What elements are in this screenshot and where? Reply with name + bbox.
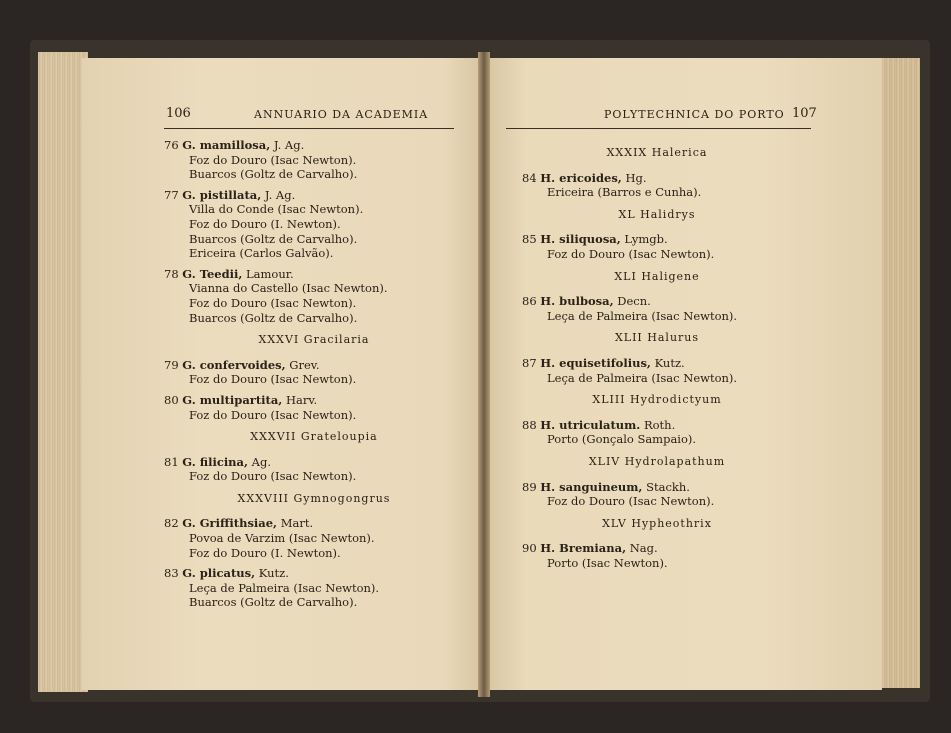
entry-heading bbox=[522, 294, 792, 309]
species-entry bbox=[164, 267, 464, 325]
species-author: J. Ag. bbox=[264, 187, 296, 202]
species-author: Mart. bbox=[280, 516, 314, 531]
entry-number: 81 bbox=[164, 454, 179, 469]
species-name: G. multipartita, bbox=[182, 392, 283, 407]
page-number: 106 bbox=[166, 106, 191, 121]
locality: Foz do Douro (Isac Newton). bbox=[547, 246, 715, 261]
species-entry bbox=[164, 358, 464, 387]
entry-list bbox=[164, 138, 464, 616]
species-entry bbox=[522, 541, 792, 570]
species-name: G. confervoides, bbox=[182, 357, 286, 372]
running-head: ANNUARIO DA ACADEMIA bbox=[254, 108, 429, 121]
species-entry bbox=[522, 232, 792, 261]
species-name: H. utriculatum. bbox=[540, 417, 641, 432]
entry-heading bbox=[522, 232, 792, 247]
locality: Buarcos (Goltz de Carvalho). bbox=[189, 310, 358, 325]
page-number: 107 bbox=[792, 106, 817, 121]
species-author: J. Ag. bbox=[273, 138, 305, 152]
species-entry bbox=[164, 566, 464, 610]
header-rule bbox=[164, 128, 454, 129]
species-entry bbox=[164, 138, 464, 182]
locality: Buarcos (Goltz de Carvalho). bbox=[189, 595, 358, 610]
locality: Buarcos (Goltz de Carvalho). bbox=[189, 167, 358, 182]
species-name: G. Teedii, bbox=[182, 266, 243, 281]
entry-number: 78 bbox=[164, 266, 179, 281]
species-author: Harv. bbox=[285, 392, 318, 407]
locality: Ericeira (Barros e Cunha). bbox=[547, 185, 702, 200]
entry-heading bbox=[164, 393, 464, 408]
section-heading: XLIV Hydrolapathum bbox=[588, 454, 726, 468]
species-entry bbox=[522, 171, 792, 200]
species-author: Lamour. bbox=[246, 266, 294, 281]
species-author: Kutz. bbox=[654, 355, 685, 370]
species-author: Hg. bbox=[625, 170, 647, 185]
species-entry bbox=[164, 455, 464, 484]
entry-heading bbox=[164, 138, 464, 153]
section-heading: XXXVI Gracilaria bbox=[258, 333, 370, 347]
entry-number: 85 bbox=[522, 232, 537, 247]
entry-heading bbox=[522, 418, 792, 433]
left-page bbox=[82, 58, 484, 690]
species-author: Roth. bbox=[643, 417, 676, 432]
locality: Buarcos (Goltz de Carvalho). bbox=[189, 231, 358, 246]
species-author: Lymgb. bbox=[624, 232, 668, 247]
locality: Foz do Douro (I. Newton). bbox=[189, 216, 341, 231]
locality: Ericeira (Carlos Galvão). bbox=[189, 246, 334, 261]
entry-heading bbox=[164, 267, 464, 282]
species-author: Grev. bbox=[289, 357, 320, 372]
right-page bbox=[486, 58, 882, 690]
species-name: G. pistillata, bbox=[182, 187, 262, 202]
section-heading: XXXVII Grateloupia bbox=[250, 430, 378, 444]
species-name: G. mamillosa, bbox=[182, 138, 271, 152]
entry-list bbox=[522, 138, 792, 576]
entry-heading bbox=[522, 480, 792, 495]
page-edges-left bbox=[38, 52, 88, 692]
entry-number: 90 bbox=[522, 541, 537, 556]
section-heading: XLIII Hydrodictyum bbox=[592, 393, 722, 407]
locality: Leça de Palmeira (Isac Newton). bbox=[547, 308, 738, 323]
entry-number: 77 bbox=[164, 187, 179, 202]
locality: Vianna do Castello (Isac Newton). bbox=[189, 281, 388, 296]
locality: Foz do Douro (Isac Newton). bbox=[189, 372, 357, 387]
species-entry bbox=[164, 516, 464, 560]
species-entry bbox=[164, 188, 464, 261]
locality: Leça de Palmeira (Isac Newton). bbox=[189, 580, 380, 595]
species-entry bbox=[164, 393, 464, 422]
species-name: H. Bremiana, bbox=[540, 541, 627, 556]
entry-heading bbox=[164, 358, 464, 373]
locality: Villa do Conde (Isac Newton). bbox=[189, 202, 364, 217]
entry-number: 80 bbox=[164, 392, 179, 407]
entry-heading bbox=[522, 171, 792, 186]
entry-number: 86 bbox=[522, 294, 537, 309]
entry-heading bbox=[522, 541, 792, 556]
locality: Foz do Douro (Isac Newton). bbox=[189, 469, 357, 484]
entry-heading bbox=[522, 356, 792, 371]
species-author: Stackh. bbox=[646, 479, 690, 494]
species-entry bbox=[522, 418, 792, 447]
entry-heading bbox=[164, 516, 464, 531]
section-heading: XXXVIII Gymnogongrus bbox=[237, 491, 391, 505]
entry-number: 84 bbox=[522, 170, 537, 185]
entry-heading bbox=[164, 188, 464, 203]
book-spine bbox=[478, 52, 490, 697]
entry-number: 89 bbox=[522, 479, 537, 494]
locality: Foz do Douro (Isac Newton). bbox=[189, 407, 357, 422]
entry-number: 87 bbox=[522, 355, 537, 370]
species-name: G. filicina, bbox=[182, 454, 249, 469]
section-heading: XL Halidrys bbox=[618, 207, 696, 221]
locality: Leça de Palmeira (Isac Newton). bbox=[547, 370, 738, 385]
species-name: H. bulbosa, bbox=[540, 294, 614, 309]
species-name: G. plicatus, bbox=[182, 566, 256, 581]
locality: Foz do Douro (I. Newton). bbox=[189, 545, 341, 560]
species-name: H. equisetifolius, bbox=[540, 355, 651, 370]
section-heading: XLV Hypheothrix bbox=[602, 516, 712, 530]
entry-number: 76 bbox=[164, 138, 179, 152]
locality: Foz do Douro (Isac Newton). bbox=[547, 494, 715, 509]
section-heading: XLI Haligene bbox=[614, 269, 700, 283]
species-entry bbox=[522, 294, 792, 323]
species-name: G. Griffithsiae, bbox=[182, 516, 278, 531]
species-author: Kutz. bbox=[258, 566, 289, 581]
locality: Foz do Douro (Isac Newton). bbox=[189, 295, 357, 310]
locality: Foz do Douro (Isac Newton). bbox=[189, 152, 357, 167]
species-entry bbox=[522, 356, 792, 385]
species-author: Ag. bbox=[251, 454, 271, 469]
entry-number: 88 bbox=[522, 417, 537, 432]
species-name: H. sanguineum, bbox=[540, 479, 643, 494]
entry-number: 82 bbox=[164, 516, 179, 531]
page-edges-right bbox=[880, 58, 920, 688]
locality: Povoa de Varzim (Isac Newton). bbox=[189, 531, 375, 546]
header-rule bbox=[506, 128, 811, 129]
species-name: H. siliquosa, bbox=[540, 232, 621, 247]
locality: Porto (Gonçalo Sampaio). bbox=[547, 432, 697, 447]
entry-number: 83 bbox=[164, 566, 179, 581]
species-name: H. ericoides, bbox=[540, 170, 622, 185]
species-author: Decn. bbox=[617, 294, 651, 309]
running-head: POLYTECHNICA DO PORTO bbox=[604, 108, 785, 121]
species-author: Nag. bbox=[629, 541, 658, 556]
entry-number: 79 bbox=[164, 357, 179, 372]
species-entry bbox=[522, 480, 792, 509]
locality: Porto (Isac Newton). bbox=[547, 555, 668, 570]
entry-heading bbox=[164, 455, 464, 470]
section-heading: XXXIX Halerica bbox=[606, 146, 708, 159]
section-heading: XLII Halurus bbox=[614, 331, 700, 345]
entry-heading bbox=[164, 566, 464, 581]
